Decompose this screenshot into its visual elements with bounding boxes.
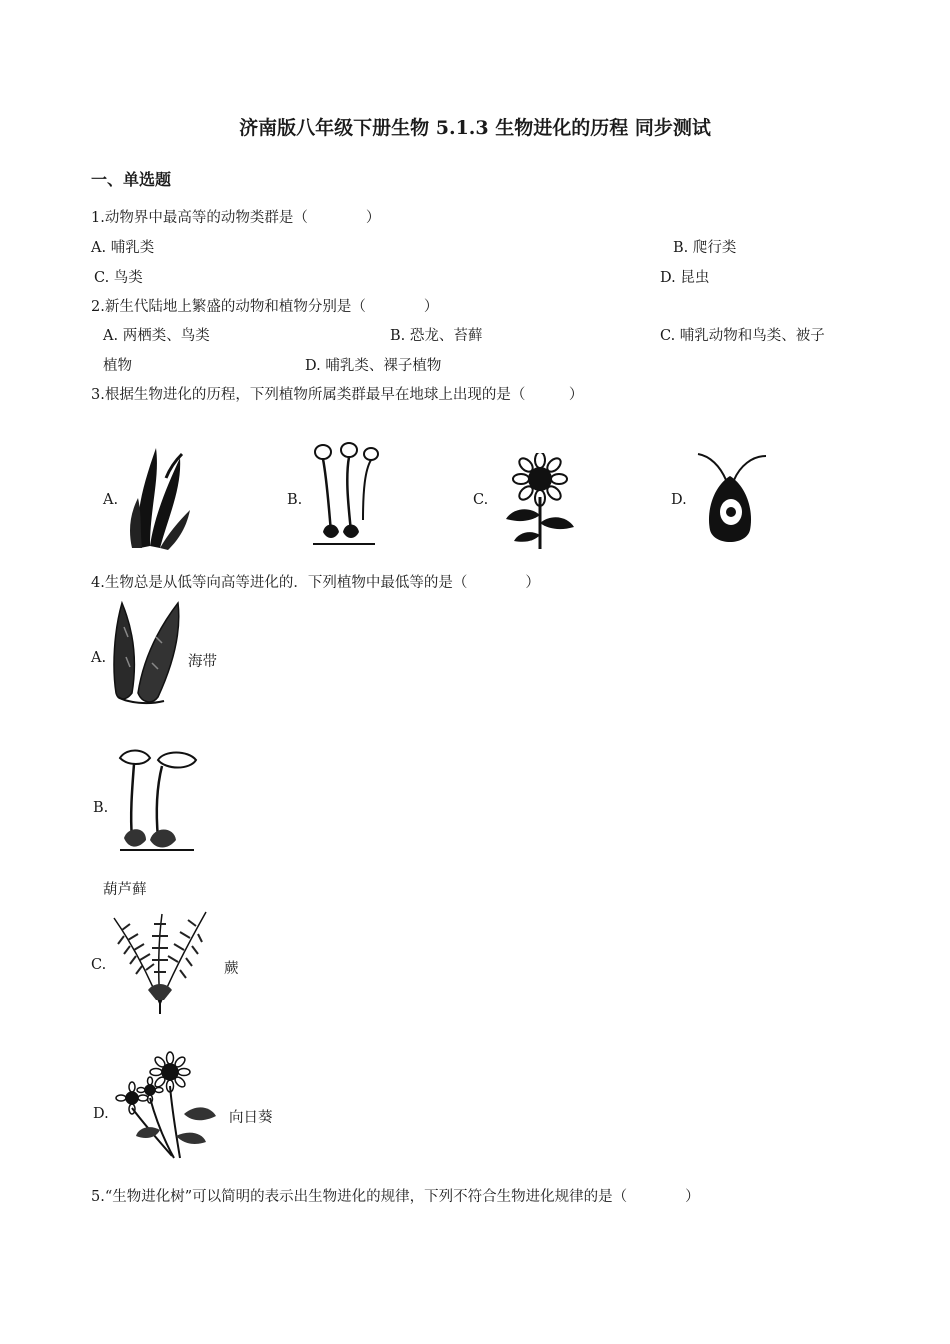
question-2-option-a[interactable]: A. 两栖类、鸟类 bbox=[103, 328, 210, 344]
moss-icon bbox=[305, 440, 381, 552]
question-1-text: 1.动物界中最高等的动物类群是（ ） bbox=[91, 210, 381, 226]
question-4-option-a-label: 海带 bbox=[188, 654, 217, 670]
question-3-option-b[interactable]: B. bbox=[287, 492, 303, 508]
sunflower-icon bbox=[114, 1050, 222, 1162]
question-3-text: 3.根据生物进化的历程，下列植物所属类群最早在地球上出现的是（ ） bbox=[91, 387, 584, 403]
question-2-option-b[interactable]: B. 恐龙、苔藓 bbox=[390, 328, 483, 344]
question-2-option-c[interactable]: C. 哺乳动物和鸟类、被子 bbox=[660, 328, 825, 344]
question-4-option-c-label: 蕨 bbox=[224, 961, 239, 977]
question-1-option-a[interactable]: A. 哺乳类 bbox=[91, 240, 155, 256]
question-3-option-c[interactable]: C. bbox=[473, 492, 489, 508]
question-4-option-b[interactable]: B. bbox=[93, 800, 109, 816]
question-1-option-b[interactable]: B. 爬行类 bbox=[673, 240, 737, 256]
question-1-option-d[interactable]: D. 昆虫 bbox=[660, 270, 710, 286]
question-2-option-c-continued: 植物 bbox=[103, 358, 132, 374]
question-4-option-d[interactable]: D. bbox=[93, 1106, 109, 1122]
question-4-option-a[interactable]: A. bbox=[91, 650, 107, 666]
question-3-option-d[interactable]: D. bbox=[671, 492, 687, 508]
seaweed-icon bbox=[120, 438, 196, 552]
fern-icon bbox=[108, 904, 212, 1014]
chlamydomonas-icon bbox=[690, 446, 770, 554]
question-5-text: 5.“生物进化树”可以简明的表示出生物进化的规律，下列不符合生物进化规律的是（ ） bbox=[91, 1189, 700, 1205]
question-4-option-c[interactable]: C. bbox=[91, 957, 107, 973]
question-2-option-d[interactable]: D. 哺乳类、裸子植物 bbox=[305, 358, 442, 374]
question-1-option-c[interactable]: C. 鸟类 bbox=[94, 270, 143, 286]
section-heading: 一、单选题 bbox=[91, 170, 172, 189]
page-title: 济南版八年级下册生物 5.1.3 生物进化的历程 同步测试 bbox=[239, 117, 711, 139]
question-2-text: 2.新生代陆地上繁盛的动物和植物分别是（ ） bbox=[91, 299, 439, 315]
funaria-moss-icon bbox=[116, 746, 200, 856]
question-3-option-a[interactable]: A. bbox=[103, 492, 119, 508]
question-4-option-b-label: 葫芦藓 bbox=[103, 882, 147, 898]
sunflower-icon bbox=[500, 453, 580, 549]
kelp-icon bbox=[108, 597, 184, 707]
question-4-option-d-label: 向日葵 bbox=[229, 1110, 273, 1126]
question-4-text: 4.生物总是从低等向高等进化的．下列植物中最低等的是（ ） bbox=[91, 575, 540, 591]
